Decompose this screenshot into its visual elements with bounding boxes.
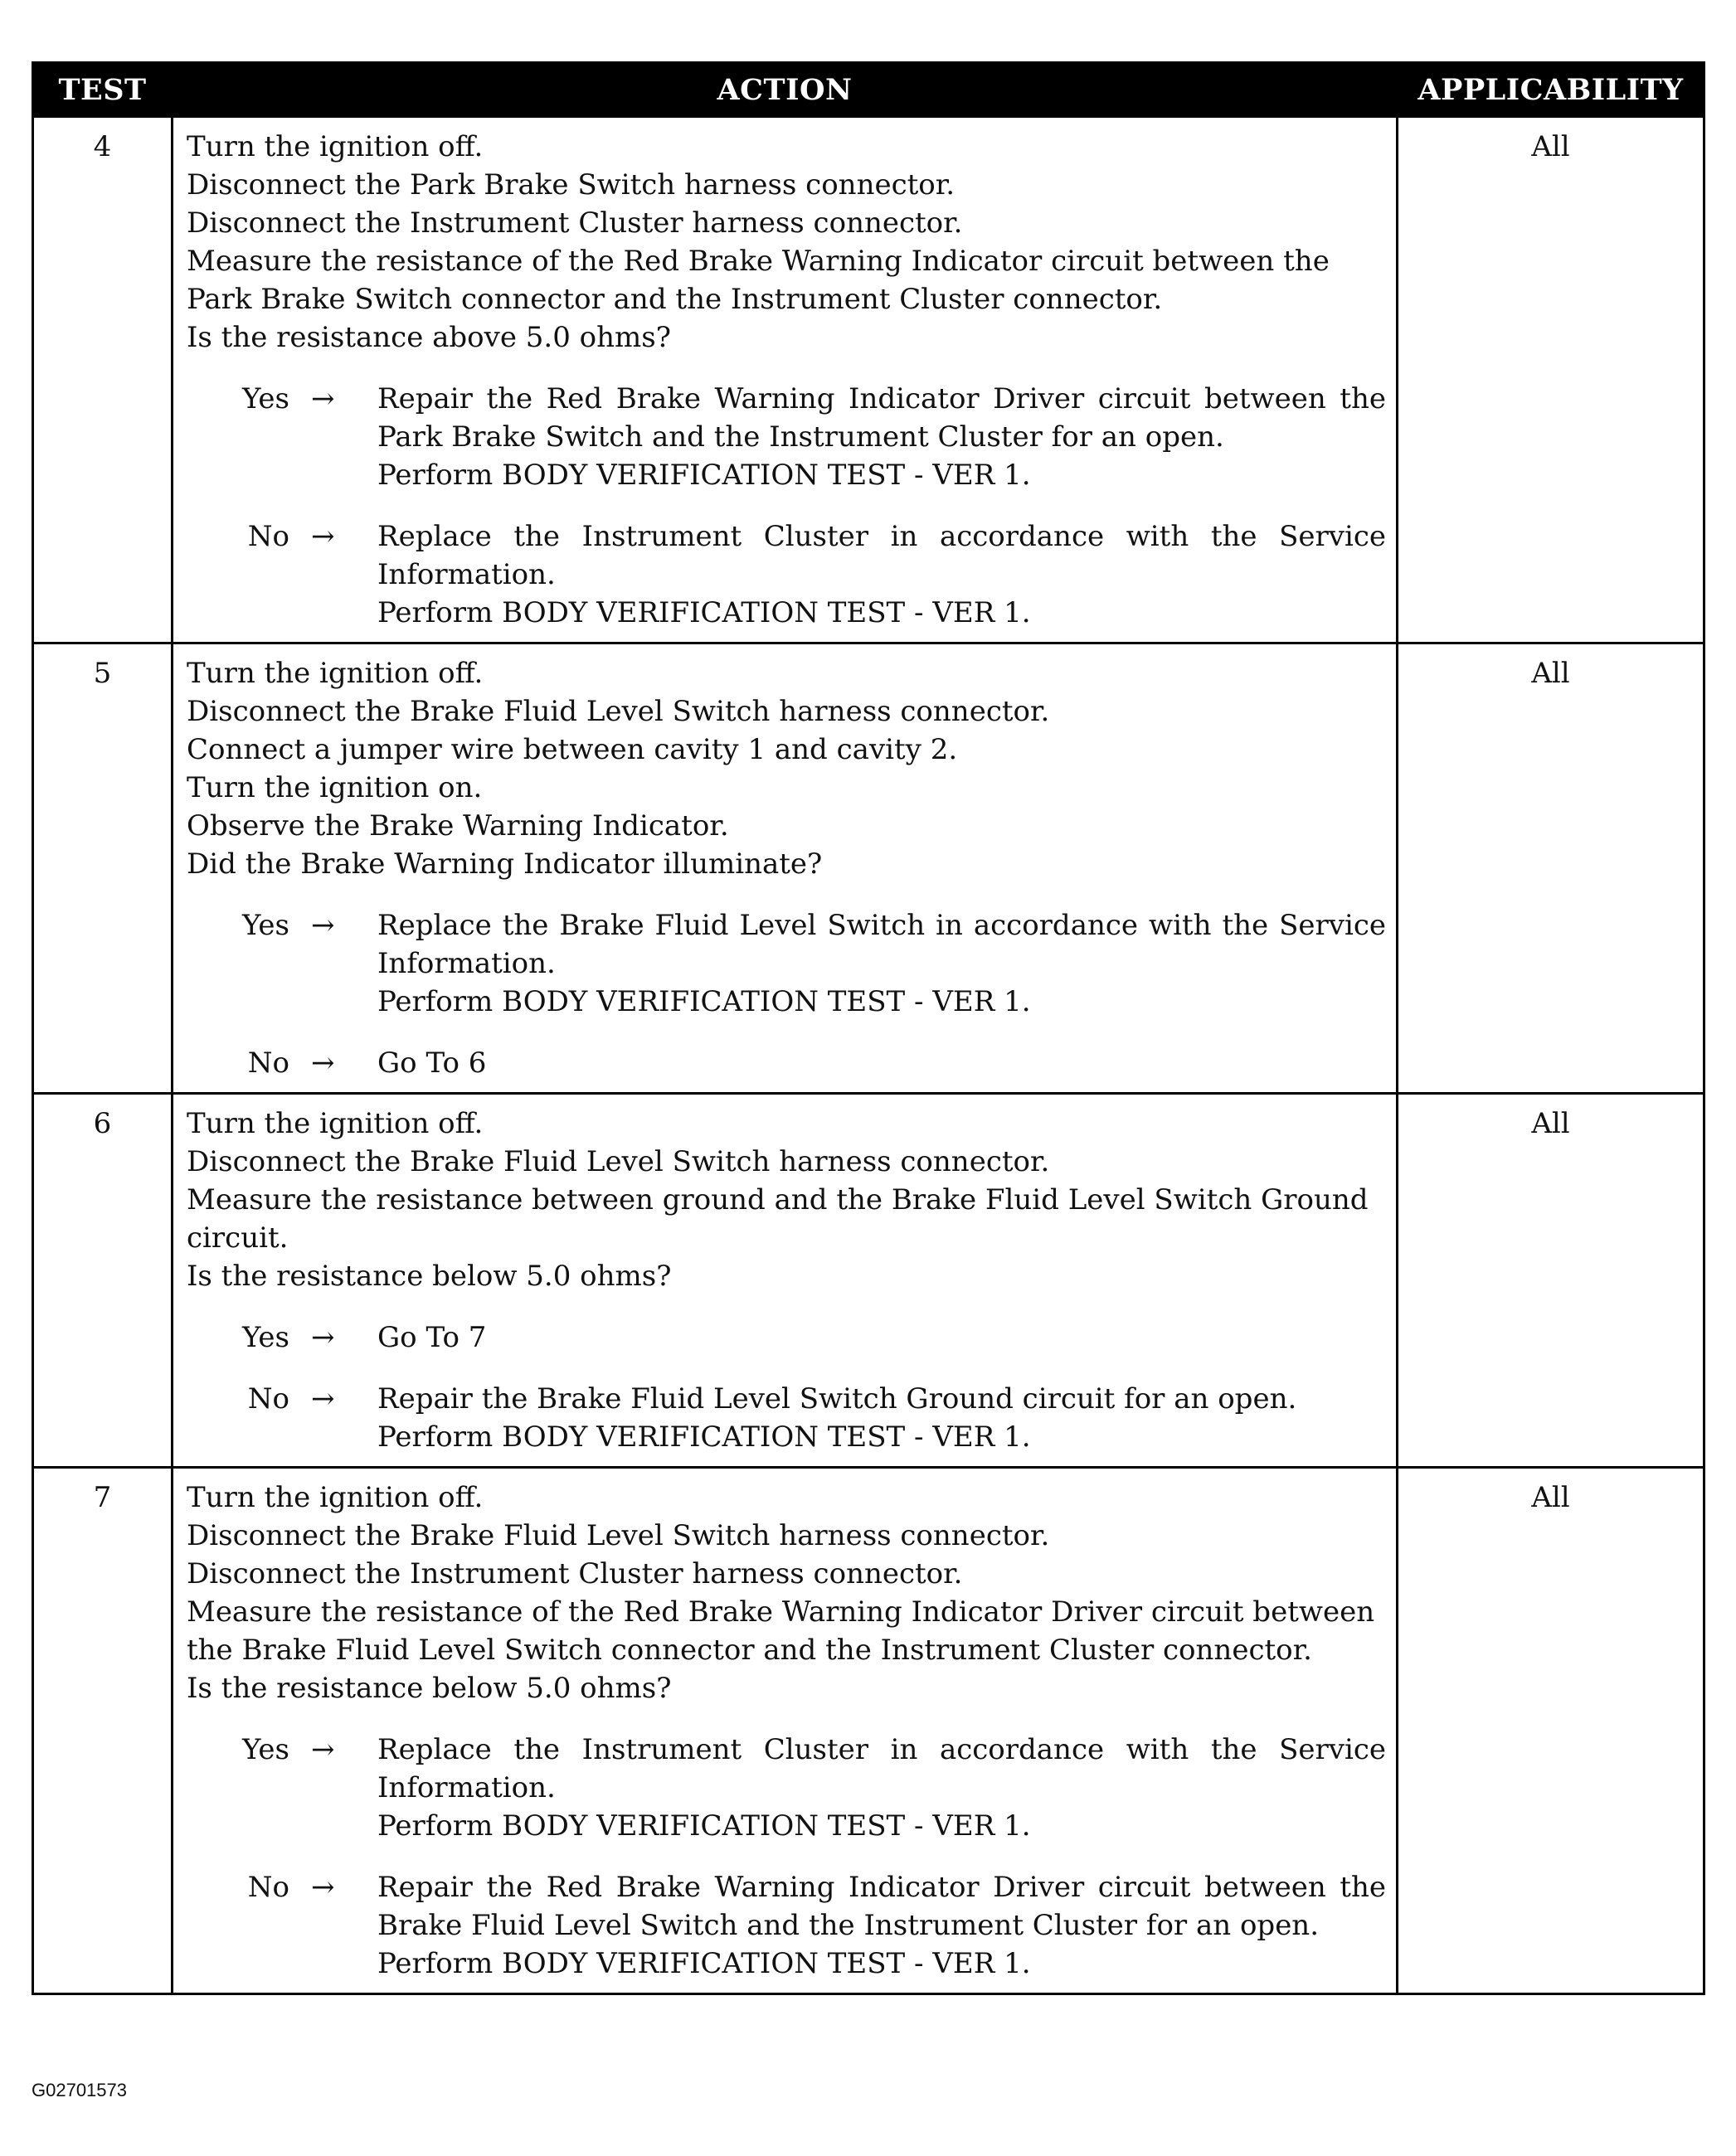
right-arrow-icon: → (311, 1733, 335, 1766)
test-number: 6 (33, 1094, 173, 1468)
table-body (33, 117, 1704, 1994)
table-row (33, 643, 1704, 1094)
action-step: Disconnect the Brake Fluid Level Switch harness connector. (187, 1145, 1050, 1178)
action-step: Turn the ignition off. (187, 657, 484, 690)
result-line: Perform BODY VERIFICATION TEST - VER 1. (377, 985, 1031, 1018)
action-step: Is the resistance above 5.0 ohms? (187, 321, 671, 354)
result-label: Yes (241, 1733, 289, 1766)
action-step: Disconnect the Instrument Cluster harness connector. (187, 206, 963, 240)
test-number: 4 (33, 117, 173, 643)
result-yes (187, 1318, 1386, 1357)
result-line: Perform BODY VERIFICATION TEST - VER 1. (377, 1947, 1031, 1980)
applicability-value: All (1398, 1094, 1704, 1468)
result-no (187, 1044, 1386, 1082)
result-label: No (247, 1046, 289, 1080)
header-action: ACTION (173, 63, 1398, 117)
result-label: No (247, 1382, 289, 1415)
diagnostic-test-table (32, 61, 1705, 1995)
right-arrow-icon: → (311, 909, 335, 942)
action-cell (173, 117, 1398, 643)
result-line: Go To 6 (377, 1046, 487, 1080)
result-line: Perform BODY VERIFICATION TEST - VER 1. (377, 1420, 1031, 1454)
right-arrow-icon: → (311, 382, 335, 415)
action-step: Measure the resistance of the Red Brake Warning Indicator circuit between the Park Brake Switch connector and the Instrument Cluster connector. (187, 245, 1330, 316)
action-cell (173, 643, 1398, 1094)
result-text (377, 1731, 1386, 1845)
result-label: No (247, 520, 289, 553)
result-text (377, 906, 1386, 1021)
action-cell (173, 1468, 1398, 1994)
result-label: Yes (241, 382, 289, 415)
action-cell (173, 1094, 1398, 1468)
header-test: TEST (33, 63, 173, 117)
result-yes (187, 906, 1386, 1021)
result-line: Replace the Instrument Cluster in accordance with the Service Information. (377, 1733, 1386, 1804)
action-step: Disconnect the Instrument Cluster harness connector. (187, 1557, 963, 1590)
applicability-value: All (1398, 1468, 1704, 1994)
result-no (187, 517, 1386, 632)
result-line: Replace the Brake Fluid Level Switch in accordance with the Service Information. (377, 909, 1386, 980)
result-text (377, 380, 1386, 494)
header-applicability: APPLICABILITY (1398, 63, 1704, 117)
table-row (33, 117, 1704, 643)
action-step: Turn the ignition off. (187, 1481, 484, 1514)
action-step: Turn the ignition off. (187, 130, 484, 163)
action-step: Disconnect the Park Brake Switch harness connector. (187, 168, 956, 202)
test-number: 7 (33, 1468, 173, 1994)
action-step: Disconnect the Brake Fluid Level Switch harness connector. (187, 1519, 1050, 1552)
result-text (377, 1318, 1386, 1357)
result-no (187, 1868, 1386, 1983)
table-row (33, 1468, 1704, 1994)
result-line: Perform BODY VERIFICATION TEST - VER 1. (377, 1809, 1031, 1843)
right-arrow-icon: → (311, 1871, 335, 1904)
action-step: Measure the resistance of the Red Brake Warning Indicator Driver circuit between the Brake Fluid Level Switch connector and the Instrument Cluster connector. (187, 1595, 1375, 1667)
result-line: Repair the Red Brake Warning Indicator Driver circuit between the Park Brake Switch and the Instrument Cluster for an open. (377, 382, 1386, 454)
result-line: Repair the Brake Fluid Level Switch Ground circuit for an open. (377, 1382, 1297, 1415)
right-arrow-icon: → (311, 1321, 335, 1354)
result-yes (187, 380, 1386, 494)
result-text (377, 1044, 1386, 1082)
action-step: Is the resistance below 5.0 ohms? (187, 1260, 672, 1293)
result-text (377, 1380, 1386, 1456)
right-arrow-icon: → (311, 520, 335, 553)
action-step: Disconnect the Brake Fluid Level Switch harness connector. (187, 695, 1050, 728)
action-step: Connect a jumper wire between cavity 1 and cavity 2. (187, 733, 958, 766)
result-line: Perform BODY VERIFICATION TEST - VER 1. (377, 459, 1031, 492)
result-label: Yes (241, 1321, 289, 1354)
action-step: Turn the ignition on. (187, 771, 483, 804)
result-line: Repair the Red Brake Warning Indicator Driver circuit between the Brake Fluid Level Switch and the Instrument Cluster for an open. (377, 1871, 1386, 1942)
result-line: Go To 7 (377, 1321, 487, 1354)
result-yes (187, 1731, 1386, 1845)
test-number: 5 (33, 643, 173, 1094)
result-text (377, 1868, 1386, 1983)
table-header-row (33, 63, 1704, 117)
result-label: Yes (241, 909, 289, 942)
right-arrow-icon: → (311, 1382, 335, 1415)
action-step: Observe the Brake Warning Indicator. (187, 809, 729, 842)
right-arrow-icon: → (311, 1046, 335, 1080)
result-line: Replace the Instrument Cluster in accordance with the Service Information. (377, 520, 1386, 591)
action-step: Is the resistance below 5.0 ohms? (187, 1672, 672, 1705)
applicability-value: All (1398, 643, 1704, 1094)
action-step: Turn the ignition off. (187, 1107, 484, 1140)
action-step: Did the Brake Warning Indicator illuminate? (187, 847, 823, 881)
table-row (33, 1094, 1704, 1468)
result-label: No (247, 1871, 289, 1904)
applicability-value: All (1398, 117, 1704, 643)
result-line: Perform BODY VERIFICATION TEST - VER 1. (377, 596, 1031, 629)
action-step: Measure the resistance between ground and the Brake Fluid Level Switch Ground circuit. (187, 1183, 1369, 1255)
result-text (377, 517, 1386, 632)
result-no (187, 1380, 1386, 1456)
figure-code: G02701573 (32, 2080, 127, 2100)
